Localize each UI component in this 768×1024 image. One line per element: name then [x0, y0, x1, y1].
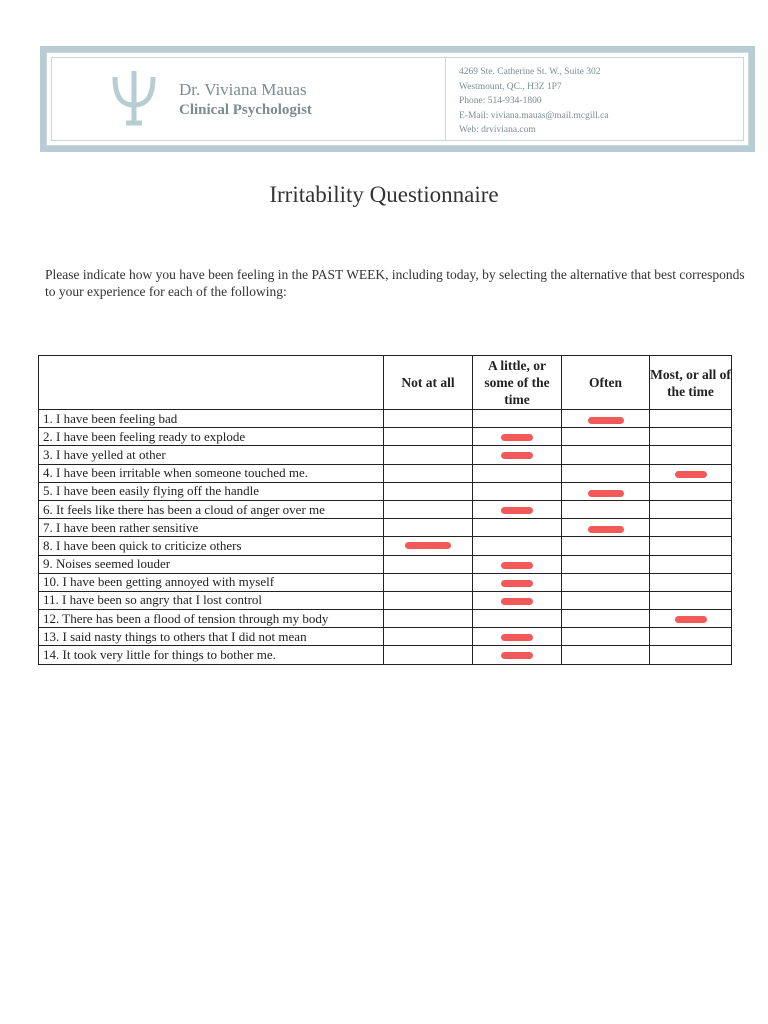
selected-mark — [501, 634, 533, 641]
column-header-most: Most, or all of the time — [650, 356, 732, 410]
question-text: 10. I have been getting annoyed with myself — [39, 573, 384, 591]
answer-cell[interactable] — [473, 464, 562, 482]
selected-mark — [405, 542, 451, 549]
answer-cell[interactable] — [473, 610, 562, 628]
answer-cell[interactable] — [562, 482, 650, 500]
answer-cell[interactable] — [562, 573, 650, 591]
table-row — [39, 519, 732, 537]
question-text: 6. It feels like there has been a cloud of anger over me — [39, 500, 384, 518]
table-row — [39, 428, 732, 446]
answer-cell[interactable] — [562, 646, 650, 664]
table-row — [39, 555, 732, 573]
table-row — [39, 573, 732, 591]
contact-city: Westmount, QC., H3Z 1P7 — [459, 81, 562, 92]
answer-cell[interactable] — [384, 464, 473, 482]
selected-mark — [501, 598, 533, 605]
letterhead-divider — [445, 57, 446, 141]
answer-cell[interactable] — [562, 628, 650, 646]
answer-cell[interactable] — [384, 646, 473, 664]
question-text: 8. I have been quick to criticize others — [39, 537, 384, 555]
question-text: 9. Noises seemed louder — [39, 555, 384, 573]
answer-cell[interactable] — [473, 500, 562, 518]
answer-cell[interactable] — [384, 410, 473, 428]
answer-cell[interactable] — [650, 646, 732, 664]
selected-mark — [675, 616, 707, 623]
table-row — [39, 482, 732, 500]
answer-cell[interactable] — [473, 410, 562, 428]
answer-cell[interactable] — [650, 591, 732, 609]
answer-cell[interactable] — [562, 410, 650, 428]
question-text: 13. I said nasty things to others that I did not mean — [39, 628, 384, 646]
answer-cell[interactable] — [473, 446, 562, 464]
question-text: 5. I have been easily flying off the handle — [39, 482, 384, 500]
table-body — [39, 410, 732, 665]
answer-cell[interactable] — [562, 610, 650, 628]
psi-symbol-icon — [109, 67, 159, 127]
answer-cell[interactable] — [384, 555, 473, 573]
letterhead — [40, 46, 755, 152]
answer-cell[interactable] — [562, 591, 650, 609]
table-row — [39, 628, 732, 646]
page-title: Irritability Questionnaire — [269, 182, 499, 207]
table-row — [39, 610, 732, 628]
answer-cell[interactable] — [384, 482, 473, 500]
answer-cell[interactable] — [650, 428, 732, 446]
answer-cell[interactable] — [650, 446, 732, 464]
column-header-a-little: A little, or some of the time — [473, 356, 562, 410]
answer-cell[interactable] — [650, 519, 732, 537]
answer-cell[interactable] — [384, 610, 473, 628]
answer-cell[interactable] — [473, 555, 562, 573]
answer-cell[interactable] — [562, 555, 650, 573]
question-text: 2. I have been feeling ready to explode — [39, 428, 384, 446]
table-row — [39, 410, 732, 428]
table-row — [39, 537, 732, 555]
answer-cell[interactable] — [473, 428, 562, 446]
answer-cell[interactable] — [562, 519, 650, 537]
answer-cell[interactable] — [562, 446, 650, 464]
table-row — [39, 591, 732, 609]
question-text: 1. I have been feeling bad — [39, 410, 384, 428]
column-header-not-at-all: Not at all — [384, 356, 473, 410]
letterhead-panel — [46, 52, 749, 146]
table-row — [39, 646, 732, 664]
question-text: 11. I have been so angry that I lost control — [39, 591, 384, 609]
answer-cell[interactable] — [562, 500, 650, 518]
answer-cell[interactable] — [650, 610, 732, 628]
answer-cell[interactable] — [562, 428, 650, 446]
selected-mark — [501, 652, 533, 659]
answer-cell[interactable] — [384, 628, 473, 646]
answer-cell[interactable] — [384, 591, 473, 609]
question-text: 3. I have yelled at other — [39, 446, 384, 464]
table-header-row — [39, 356, 732, 410]
contact-phone: Phone: 514-934-1800 — [459, 96, 542, 106]
answer-cell[interactable] — [650, 482, 732, 500]
answer-cell[interactable] — [650, 464, 732, 482]
answer-cell[interactable] — [473, 646, 562, 664]
contact-block — [459, 65, 609, 138]
selected-mark — [501, 562, 533, 569]
answer-cell[interactable] — [473, 482, 562, 500]
contact-web[interactable]: Web: drviviana.com — [459, 125, 536, 135]
answer-cell[interactable] — [384, 519, 473, 537]
contact-email[interactable]: E-Mail: viviana.mauas@mail.mcgill.ca — [459, 110, 609, 121]
answer-cell[interactable] — [384, 428, 473, 446]
selected-mark — [501, 507, 533, 514]
selected-mark — [675, 471, 707, 478]
answer-cell[interactable] — [473, 537, 562, 555]
answer-cell[interactable] — [562, 537, 650, 555]
doctor-title: Clinical Psychologist — [179, 102, 312, 118]
instructions-text: Please indicate how you have been feeling in the PAST WEEK, including today, by selecting the alternative that best corresponds to your experience for each of the following: — [45, 267, 745, 299]
answer-cell[interactable] — [650, 628, 732, 646]
column-header-often: Often — [562, 356, 650, 410]
selected-mark — [588, 490, 624, 497]
doctor-name: Dr. Viviana Mauas — [179, 80, 307, 99]
table-row — [39, 500, 732, 518]
answer-cell[interactable] — [384, 573, 473, 591]
answer-cell[interactable] — [473, 573, 562, 591]
question-text: 14. It took very little for things to bother me. — [39, 646, 384, 664]
table-row — [39, 446, 732, 464]
questionnaire-table — [38, 355, 732, 665]
table-row — [39, 464, 732, 482]
column-header-item — [39, 356, 384, 410]
contact-address: 4269 Ste. Catherine St. W., Suite 302 — [459, 67, 601, 77]
selected-mark — [501, 434, 533, 441]
question-text: 4. I have been irritable when someone touched me. — [39, 464, 384, 482]
answer-cell[interactable] — [650, 555, 732, 573]
answer-cell[interactable] — [473, 519, 562, 537]
answer-cell[interactable] — [384, 500, 473, 518]
answer-cell[interactable] — [473, 628, 562, 646]
selected-mark — [588, 417, 624, 424]
question-text: 12. There has been a flood of tension through my body — [39, 610, 384, 628]
answer-cell[interactable] — [562, 464, 650, 482]
selected-mark — [588, 526, 624, 533]
answer-cell[interactable] — [650, 500, 732, 518]
answer-cell[interactable] — [384, 446, 473, 464]
answer-cell[interactable] — [473, 591, 562, 609]
answer-cell[interactable] — [650, 537, 732, 555]
question-text: 7. I have been rather sensitive — [39, 519, 384, 537]
answer-cell[interactable] — [650, 410, 732, 428]
selected-mark — [501, 580, 533, 587]
answer-cell[interactable] — [650, 573, 732, 591]
answer-cell[interactable] — [384, 537, 473, 555]
selected-mark — [501, 452, 533, 459]
